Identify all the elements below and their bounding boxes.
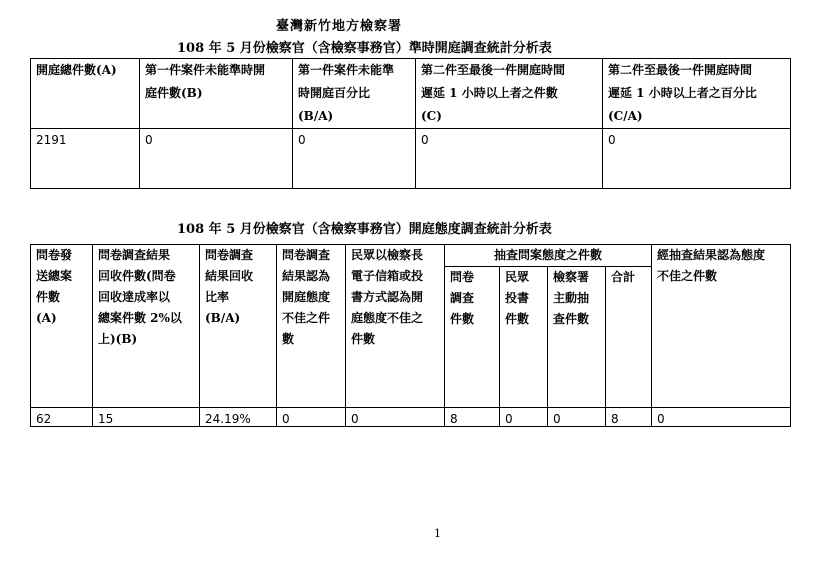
cell-survey-count: 8 [445, 408, 500, 427]
table2-title: 108 年 5 月份檢察官（含檢察事務官）開庭態度調查統計分析表 [177, 222, 552, 237]
punctuality-table [30, 58, 791, 189]
cell-delay-count: 0 [416, 129, 603, 189]
cell-spot-check-poor: 0 [652, 408, 791, 427]
subheader-active-check-count: 檢察署 主動抽 查件數 [548, 267, 606, 408]
table-row [31, 408, 791, 427]
subheader-letter-count: 民眾 投書 件數 [500, 267, 548, 408]
cell-delay-percent: 0 [603, 129, 791, 189]
subheader-survey-count: 問卷 調查 件數 [445, 267, 500, 408]
organization-title: 臺灣新竹地方檢察署 [276, 19, 403, 34]
header-return-rate: 問卷調查 結果回收 比率 (B/A) [200, 245, 277, 408]
header-total-cases: 開庭總件數(A) [31, 59, 140, 129]
cell-total-cases: 2191 [31, 129, 140, 189]
header-spot-check-group: 抽查問案態度之件數 [445, 245, 652, 267]
cell-return-rate: 24.19% [200, 408, 277, 427]
table-row [31, 129, 791, 189]
attitude-table [30, 244, 791, 427]
header-poor-attitude-letters: 民眾以檢察長 電子信箱或投 書方式認為開 庭態度不佳之 件數 [346, 245, 445, 408]
cell-letter-count: 0 [500, 408, 548, 427]
table1-title: 108 年 5 月份檢察官（含檢察事務官）準時開庭調查統計分析表 [177, 41, 552, 56]
header-delay-count: 第二件至最後一件開庭時間 遲延 1 小時以上者之件數 (C) [416, 59, 603, 129]
header-spot-check-poor: 經抽查結果認為態度 不佳之件數 [652, 245, 791, 408]
header-first-late-count: 第一件案件未能準時開 庭件數(B) [140, 59, 293, 129]
cell-first-late-count: 0 [140, 129, 293, 189]
cell-first-late-percent: 0 [293, 129, 416, 189]
header-questionnaires-sent: 問卷發 送總案 件數 (A) [31, 245, 93, 408]
header-poor-attitude-survey: 問卷調查 結果認為 開庭態度 不佳之件 數 [277, 245, 346, 408]
page-number: 1 [434, 527, 441, 540]
cell-sent: 62 [31, 408, 93, 427]
cell-total: 8 [606, 408, 652, 427]
table-header-row [31, 245, 791, 267]
header-questionnaires-returned: 問卷調查結果 回收件數(問卷 回收達成率以 總案件數 2%以 上)(B) [93, 245, 200, 408]
header-delay-percent: 第二件至最後一件開庭時間 遲延 1 小時以上者之百分比 (C/A) [603, 59, 791, 129]
cell-active-check: 0 [548, 408, 606, 427]
cell-poor-survey: 0 [277, 408, 346, 427]
subheader-total: 合計 [606, 267, 652, 408]
table-header-row [31, 59, 791, 129]
header-first-late-percent: 第一件案件未能準 時開庭百分比 (B/A) [293, 59, 416, 129]
cell-returned: 15 [93, 408, 200, 427]
cell-poor-letters: 0 [346, 408, 445, 427]
